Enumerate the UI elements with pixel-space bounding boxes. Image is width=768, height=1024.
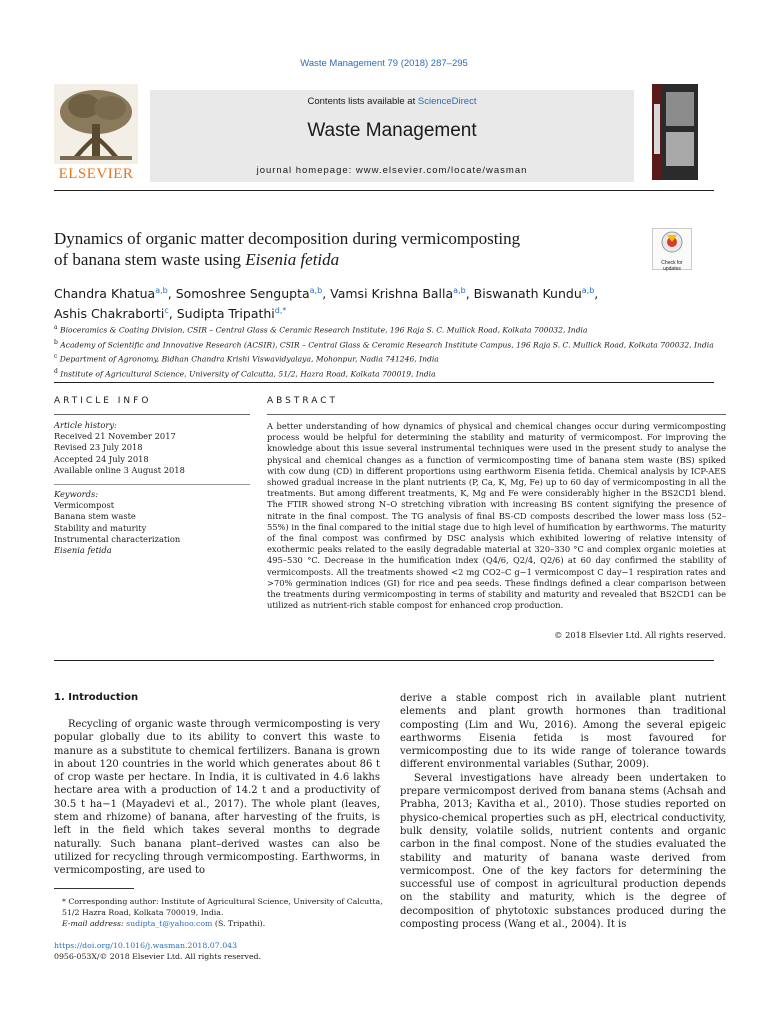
abstract-rule	[267, 414, 726, 415]
email-line	[54, 918, 384, 929]
section-heading-introduction: 1. Introduction	[54, 692, 139, 703]
body-rule	[54, 660, 714, 661]
email-label: E-mail address:	[62, 919, 127, 928]
affiliation-text: Institute of Agricultural Science, University of Calcutta, 51/2, Hazra Road, Kolkata 700019, India	[60, 369, 436, 379]
keyword-item: Banana stem waste	[54, 511, 136, 522]
article-info-rule	[54, 414, 250, 415]
affiliation-text: Bioceramics & Coating Division, CSIR – Central Glass & Ceramic Research Institute, 196 Raja S. C. Mullick Road, Kolkata 700032, India	[60, 325, 588, 335]
keywords-label: Keywords:	[54, 489, 99, 499]
journal-name: Waste Management	[307, 120, 477, 141]
affiliation-item	[54, 366, 714, 381]
history-label: Article history:	[54, 420, 117, 430]
doi-block	[54, 940, 384, 962]
journal-homepage[interactable]: journal homepage: www.elsevier.com/locate/wasman	[256, 165, 528, 176]
author-affiliation-sup[interactable]: a,b	[581, 286, 595, 295]
article-info-heading: ARTICLE INFO	[54, 396, 152, 406]
author-separator: ,	[167, 286, 176, 302]
body-column-right	[400, 692, 726, 931]
keyword-item: Eisenia fetida	[54, 545, 112, 556]
check-for-updates-badge[interactable]	[652, 228, 692, 270]
author-affiliation-sup[interactable]: d,*	[274, 306, 287, 316]
keywords-rule	[54, 484, 250, 485]
history-item: Available online 3 August 2018	[54, 464, 185, 475]
author-affiliation-sup[interactable]: c	[164, 306, 169, 316]
paragraph: derive a stable compost rich in available plant nutrient elements and plant growth hormones than traditional composting (Lim and Wu, 2016). Among the several epigeic earthworms Eisenia fetida is most favoured for vermicomposting due to its wide range of tolerance towards different environmental variables (Suthar, 2009).	[400, 693, 726, 771]
history-item: Revised 23 July 2018	[54, 442, 143, 453]
author-separator: ,	[168, 306, 177, 322]
affiliation-item	[54, 351, 714, 366]
affiliation-sup: a	[54, 324, 58, 331]
footnote-rule	[54, 888, 134, 889]
history-item: Accepted 24 July 2018	[54, 453, 149, 464]
affiliation-sup: c	[54, 353, 58, 361]
paragraph: Recycling of organic waste through vermicomposting is very popular globally due to its ability to convert this waste to manure as a substitute to chemical fertilizers. Banana is grown in about 120 countries in the world which generates about 86 t of crop waste per hectare. In India, it is cultivated in 4.6 lakhs hectare area with a production of 14.2 t and a productivity of 30.5 t ha−1 (Mayadevi et al., 2017). The whole plant (leaves, stem and rhizome) of banana, after harvesting of the fruits, is left in the field which takes several months to degrade naturally. Such banana plant–derived wastes can also be utilized for recycling through vermicomposting. Earthworms, in vermicomposting, are used to	[54, 719, 380, 877]
affiliation-list	[54, 322, 714, 380]
sciencedirect-link[interactable]: ScienceDirect	[417, 96, 477, 107]
affiliation-sup: d	[54, 367, 58, 375]
author-name[interactable]: Ashis Chakraborti	[54, 306, 165, 322]
email-link[interactable]: sudipta_t@yahoo.com	[126, 919, 213, 928]
header-rule	[54, 190, 714, 191]
author-name[interactable]: Biswanath Kundu	[473, 286, 582, 302]
abstract-heading: ABSTRACT	[267, 396, 339, 406]
journal-cover-thumbnail-icon[interactable]	[652, 84, 698, 180]
keywords	[54, 489, 250, 556]
abstract-text: A better understanding of how dynamics of physical and chemical changes occur during vermicomposting process would be helpful for determining the stability and maturity of vermicompost. For improving the knowledge about this issue several instrumental techniques were used in the present study to analyse the physical and chemical changes as a function of vermicomposting time of banana stem waste (BS) spiked with cow dung (CD) in different proportions using earthworm Eisenia fetida. Chemical analysis by ICP-AES showed gradual increase in the plant nutrients (P, Ca, K, Mg, Fe) up to 60 day of vermicomposting in all the treatments. But among different treatments, K, Mg and Fe were considerably higher in the BS2CD1 blend. The FTIR showed strong N–O stretching vibration with increasing BS content signifying the presence of nitrate in the final compost. The TG analysis of final BS-CD composts described the lower mass loss (52–55%) in the final compared to the initial stage due to high level of humification by earthworms. The maturity of the final compost was confirmed by DSC analysis which exhibited lowering of relative intensity of exothermic peaks related to the easily degradable material at 320–330 °C and complex organic moieties at 495–530 °C. Decrease in the humification index (Q4/6, Q2/4, Q2/6) at 60 day confirmed the stability of vermicomposts. All the treatments showed <2 mg CO2–C g−1 vermicompost C day−1 respiration rates and >70% germination indices (GI) for rice and pea seeds. These findings defined a clear comparison between the treatments during vermicomposting in terms of stability and maturity and revealed that BS2CD1 can be utilized as nutrient-rich stable compost for enhanced crop production.	[267, 421, 726, 611]
title-line-2: of banana stem waste using	[54, 250, 246, 269]
article-history	[54, 420, 250, 476]
contents-line	[150, 96, 634, 107]
crossmark-icon	[653, 229, 691, 255]
issn-line: 0956-053X/© 2018 Elsevier Ltd. All rights reserved.	[54, 952, 262, 961]
email-suffix: (S. Tripathi).	[212, 919, 266, 928]
author-name[interactable]: Sudipta Tripathi	[176, 306, 275, 322]
footnote	[54, 896, 384, 929]
author-separator: ,	[322, 286, 331, 302]
crossmark-label: Check for updates	[661, 260, 683, 272]
title-species: Eisenia fetida	[245, 250, 340, 269]
author-separator: ,	[465, 286, 474, 302]
affiliation-sup: b	[54, 338, 58, 346]
abstract-copyright: © 2018 Elsevier Ltd. All rights reserved.	[554, 630, 726, 640]
author-name[interactable]: Chandra Khatua	[54, 286, 156, 302]
affiliation-text: Department of Agronomy, Bidhan Chandra Krishi Viswavidyalaya, Mohonpur, Nadia 741246, India	[59, 354, 439, 364]
affiliation-item	[54, 322, 714, 337]
keyword-item: Instrumental characterization	[54, 533, 181, 544]
author-affiliation-sup[interactable]: a,b	[155, 286, 168, 295]
keyword-item: Stability and maturity	[54, 522, 147, 533]
affiliation-rule	[54, 382, 714, 383]
history-item: Received 21 November 2017	[54, 431, 176, 442]
affiliation-item	[54, 337, 714, 352]
author-affiliation-sup[interactable]: a,b	[453, 286, 466, 295]
author-list	[54, 282, 674, 322]
doi-link[interactable]: https://doi.org/10.1016/j.wasman.2018.07.043	[54, 941, 238, 950]
author-separator: ,	[594, 286, 599, 302]
paragraph: Several investigations have already been undertaken to prepare vermicompost derived from banana stems (Achsah and Prabha, 2013; Kavitha et al., 2010). Those studies reported on physico-chemical properties such as pH, electrical conductivity, bulk density, volatile solids, nutrient contents and organic carbon in the final compost. None of the studies evaluated the stability and maturity of banana waste derived from vermicompost. One of the key factors for determining the successful use of compost in agricultural production depends on the stability and maturity, which is the degree of decomposition of phytotoxic substances produced during the composting process (Wang et al., 2004). It is	[400, 772, 726, 931]
affiliation-text: Academy of Scientific and Innovative Research (ACSIR), CSIR – Central Glass & Ceramic Research Institute Campus, 196 Raja S. C. Mullick Road, Kolkata 700032, India	[60, 340, 714, 350]
title-line-1: Dynamics of organic matter decomposition during vermicomposting	[54, 229, 521, 248]
elsevier-wordmark: ELSEVIER	[58, 166, 134, 182]
author-name[interactable]: Somoshree Sengupta	[175, 286, 310, 302]
contents-prefix: Contents lists available at	[307, 96, 418, 107]
author-affiliation-sup[interactable]: a,b	[309, 286, 323, 295]
journal-citation[interactable]: Waste Management 79 (2018) 287–295	[300, 58, 468, 69]
author-name[interactable]: Vamsi Krishna Balla	[330, 286, 454, 302]
article-title	[54, 228, 634, 270]
keyword-item: Vermicompost	[54, 500, 115, 511]
corresponding-author-note: * Corresponding author: Institute of Agricultural Science, University of Calcutta, 51/2 Hazra Road, Kolkata 700019, India.	[62, 897, 383, 917]
body-column-left	[54, 718, 380, 878]
